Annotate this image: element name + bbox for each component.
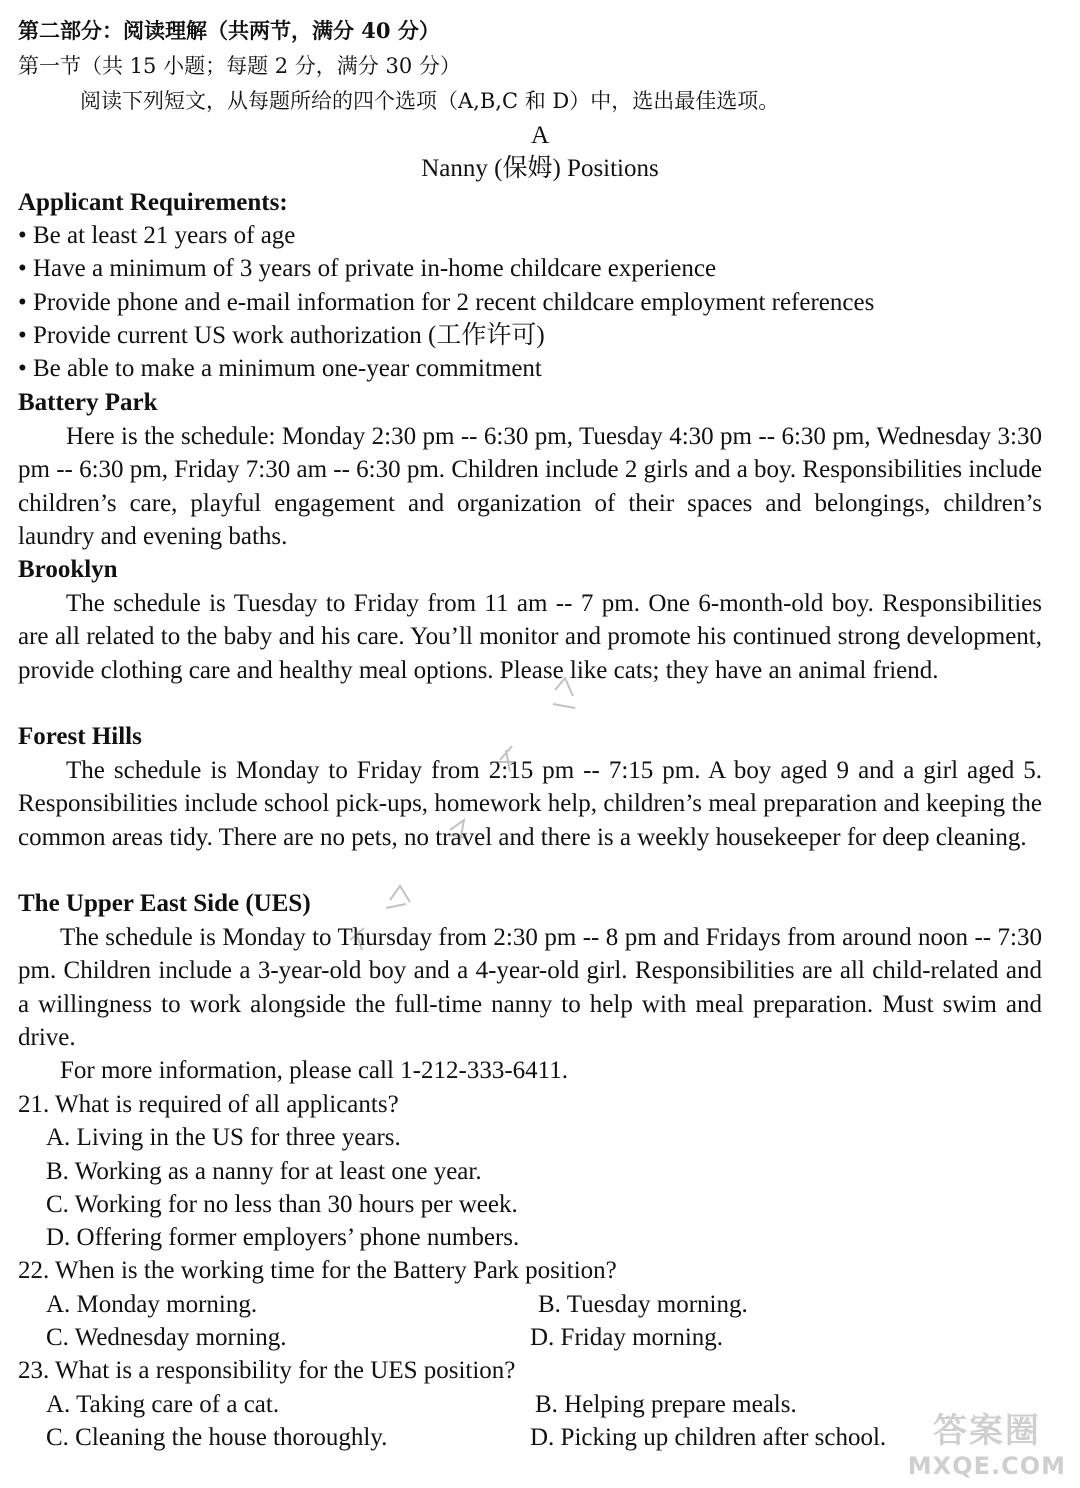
requirement-item: • Provide current US work authorization (工作许可) [18,322,545,349]
q21-option-c: C. Working for no less than 30 hours per week. [46,1191,518,1218]
section-heading-forest-hills: Forest Hills [18,723,142,750]
q22-option-b: B. Tuesday morning. [538,1291,748,1318]
q23-option-d: D. Picking up children after school. [530,1424,887,1451]
question-22: 22. When is the working time for the Battery Park position? [18,1257,617,1284]
part-heading: 第二部分：阅读理解（共两节，满分 40 分） [18,18,440,43]
passage-letter: A [530,122,550,149]
requirement-item: • Provide phone and e-mail information for 2 recent childcare employment references [18,289,875,316]
section-text-ues: The schedule is Monday to Thursday from 2:30 pm -- 8 pm and Fridays from around noon -- 7:30 pm. Children include a 3-year-old boy and a 4-year-old girl. Responsibilities are all child-related and a willingness to work alongside the full-time nanny to help with meal preparation. Must swim and drive. [18,924,1042,1052]
requirement-item: • Have a minimum of 3 years of private in-home childcare experience [18,255,717,282]
q22-option-c: C. Wednesday morning. [46,1324,287,1351]
section-text-brooklyn: The schedule is Tuesday to Friday from 11 am -- 7 pm. One 6-month-old boy. Responsibilities are all related to the baby and his care. You’ll monitor and promote his continued strong development, provide clothing care and healthy meal options. Please like cats; they have an animal friend. [18,590,1042,684]
requirement-item: • Be able to make a minimum one-year commitment [18,355,542,382]
q22-option-a: A. Monday morning. [46,1291,258,1318]
section-heading-ues: The Upper East Side (UES) [18,890,311,917]
q21-option-a: A. Living in the US for three years. [46,1124,401,1151]
instruction: 阅读下列短文，从每题所给的四个选项（A,B,C 和 D）中，选出最佳选项。 [80,89,780,113]
diagonal-watermark [330,640,590,960]
q23-option-b: B. Helping prepare meals. [535,1391,797,1418]
question-23: 23. What is a responsibility for the UES position? [18,1357,516,1384]
passage-title: Nanny (保姆) Positions [421,155,659,182]
contact-line: For more information, please call 1-212-333-6411. [60,1057,568,1084]
section-heading-brooklyn: Brooklyn [18,556,118,583]
question-21: 21. What is required of all applicants? [18,1091,399,1118]
section-text-forest-hills: The schedule is Monday to Friday from 2:15 pm -- 7:15 pm. A boy aged 9 and a girl aged 5. Responsibilities include school pick-ups, homework help, children’s meal preparation and keeping the common areas tidy. There are no pets, no travel and there is a weekly housekeeper for deep cleaning. [18,757,1042,851]
logo-url: MXQE.COM [907,1452,1066,1480]
logo-text: 答案圈 [932,1411,1041,1451]
section-heading: 第一节（共 15 小题；每题 2 分，满分 30 分） [18,54,461,78]
q21-option-d: D. Offering former employers’ phone numbers. [46,1224,520,1251]
q22-option-d: D. Friday morning. [530,1324,724,1351]
site-logo [908,1403,1066,1480]
requirement-item: • Be at least 21 years of age [18,222,296,249]
q21-option-b: B. Working as a nanny for at least one year. [46,1158,482,1185]
section-text-battery-park: Here is the schedule: Monday 2:30 pm -- 6:30 pm, Tuesday 4:30 pm -- 6:30 pm, Wednesday 3:30 pm -- 6:30 pm, Friday 7:30 am -- 6:30 pm. Children include 2 girls and a boy. Responsibilities include children’s care, playful engagement and organization of their spaces and belongings, children’s laundry and evening baths. [18,423,1042,551]
q23-option-c: C. Cleaning the house thoroughly. [46,1424,388,1451]
requirements-heading: Applicant Requirements: [18,189,288,216]
q23-option-a: A. Taking care of a cat. [46,1391,280,1418]
section-heading-battery-park: Battery Park [18,389,158,416]
